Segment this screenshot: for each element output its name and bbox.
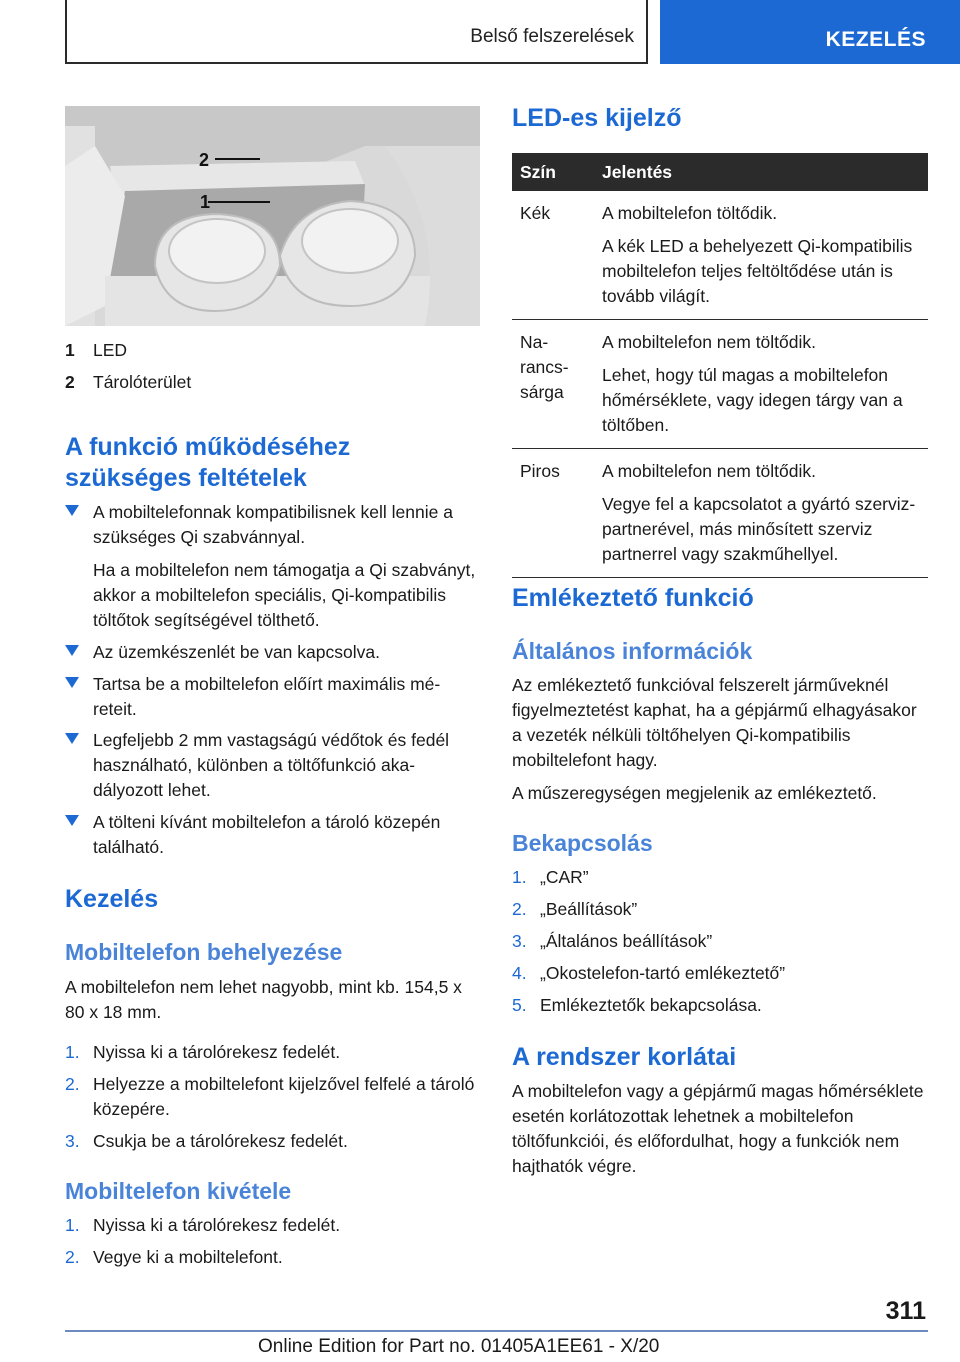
section-title: Belső felszerelések [470,26,634,47]
insert-intro: A mobiltelefon nem lehet nagyobb, mint kb. 154,5 x 80 x 18 mm. [65,977,462,1022]
callout-1: 1 [200,192,211,212]
condition-item: Az üzemkészenlét be van kapcsolva. [65,640,477,673]
legend-item: 1 LED [65,340,128,360]
table-row: Narancssárga A mobiltelefon nem töltődik. Lehet, hogy túl magas a mobiltelefon hőmérséklete, vagy idegen tárgy van a töltőben. [512,320,928,449]
enable-step: 3. „Általános beállítások” [512,931,713,951]
remove-step: 2. Vegye ki a mobiltelefont. [65,1247,283,1267]
condition-item: Tartsa be a mobiltelefon előírt maximális méreteit. [65,672,477,730]
page-number: 311 [885,1297,926,1325]
chapter-tab[interactable] [660,0,960,64]
footer-divider [65,1330,928,1332]
enable-step: 2. „Beállítások” [512,899,638,919]
general-info-heading: Általános információk [512,638,753,664]
edition-note: Online Edition for Part no. 01405A1EE61 - X/20 [258,1336,660,1357]
table-row: Kék A mobiltelefon töltődik. A kék LED a behelyezett Qi-kompatibilis mobiltelefon teljes feltöltődése után is tovább világít. [512,191,928,320]
bullet-triangle-icon [65,677,79,688]
insert-step: 2. Helyezze a mobiltelefont kijelzővel felfelé a tároló közepére. [65,1074,475,1119]
enable-heading: Bekapcsolás [512,830,653,856]
remove-heading: Mobiltelefon kivétele [65,1178,292,1204]
insert-step: 1. Nyissa ki a tárolórekesz fedelét. [65,1042,341,1062]
insert-step: 3. Csukja be a tárolórekesz fedelét. [65,1131,348,1151]
table-row: Piros A mobiltelefon nem töltődik. Vegye fel a kapcsolatot a gyártó szerviz-partnerével, más minősített szerviz partnerrel vagy szakműhellyel. [512,449,928,578]
general-info-text: Az emlékeztető funkcióval felszerelt járműveknél figyelmeztetést kaphat, ha a gépjármű elhagyásakor a vezeték nélküli töltőhelyen Qi-kompatibilis mobiltelefont hagy. [512,675,917,770]
storage-tray-photo [65,106,480,326]
reminder-heading: Emlékeztető funkció [512,584,754,612]
insert-heading: Mobiltelefon behelyezése [65,939,343,965]
enable-step: 1. „CAR” [512,867,589,887]
condition-item: A mobiltelefonnak kompatibilisnek kell lennie a szükséges Qi szabvánnyal. Ha a mobiltelefon nem támogatja a Qi szabványt, akkor a mobiltelefon speciális, Qi-kompatibilis töltőtok segítségével tölthető. [65,500,477,641]
enable-step: 4. „Okostelefon-tartó emlékeztető” [512,963,786,983]
enable-step: 5. Emlékeztetők bekapcsolása. [512,995,762,1015]
limits-text: A mobiltelefon vagy a gépjármű magas hőmérséklete esetén korlátozottak lehetnek a mobiltelefon töltőfunkciói, és előfordulhat, hogy a funkciók nem hajthatók végre. [512,1081,924,1176]
general-info-text-2: A műszeregységen megjelenik az emlékeztető. [512,783,877,803]
col-header-color: Szín [512,153,594,191]
limits-heading: A rendszer korlátai [512,1043,737,1071]
header-frame [65,0,648,64]
condition-item: Legfeljebb 2 mm vastagságú védőtok és fedél használható, különben a töltőfunkció akadályozott lehet. [65,728,477,811]
bullet-triangle-icon [65,815,79,826]
remove-step: 1. Nyissa ki a tárolórekesz fedelét. [65,1215,341,1235]
bullet-triangle-icon [65,505,79,516]
led-table [512,153,928,578]
legend-item: 2 Tárolóterület [65,372,192,392]
condition-item: A tölteni kívánt mobiltelefon a tároló közepén található. [65,810,477,868]
bullet-triangle-icon [65,733,79,744]
callout-2: 2 [199,150,210,170]
led-heading: LED-es kijelző [512,104,682,132]
col-header-meaning: Jelentés [594,153,928,191]
operation-heading: Kezelés [65,885,159,913]
bullet-triangle-icon [65,645,79,656]
conditions-heading: A funkció működéséhez szükséges feltételek [65,433,351,492]
chapter-tab-label: KEZELÉS [825,28,926,51]
